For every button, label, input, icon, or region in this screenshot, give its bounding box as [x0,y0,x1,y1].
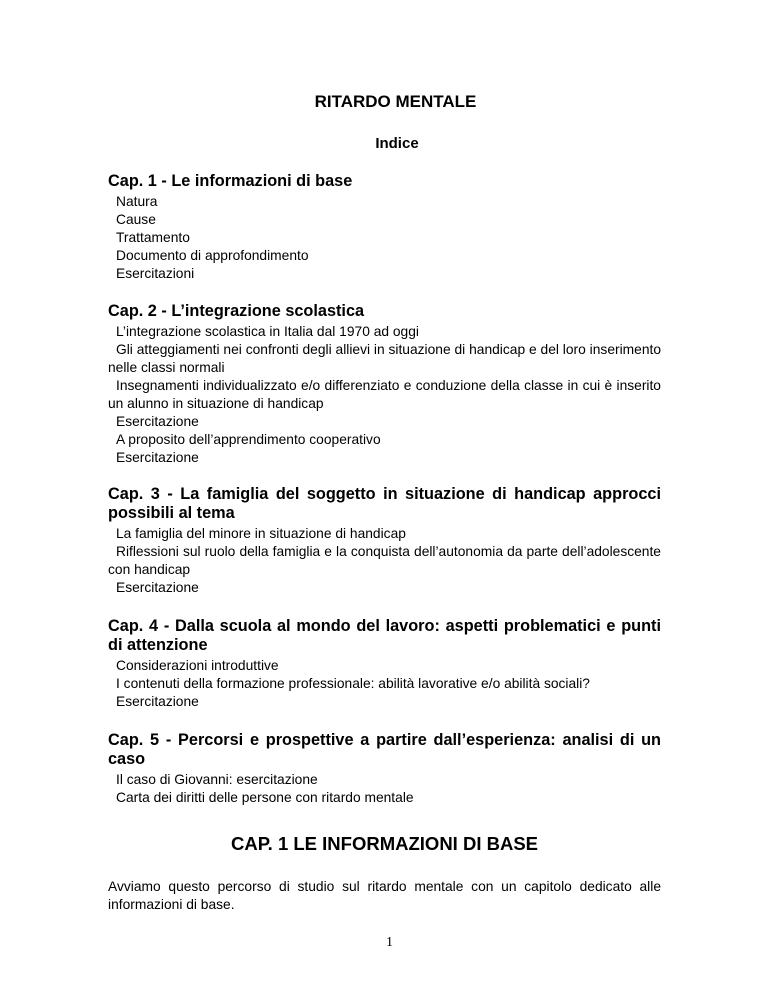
index-entry: Documento di approfondimento [116,248,309,263]
chapter-3-title: Cap. 3 - La famiglia del soggetto in situazione di handicap approcci possibili al tema [108,485,661,522]
chapter-4-title: Cap. 4 - Dalla scuola al mondo del lavoro: aspetti problematici e punti di attenzione [108,617,661,654]
index-entry: Esercitazione [116,694,199,709]
index-entry: Esercitazione [116,580,199,595]
index-entry: I contenuti della formazione professionale: abilità lavorative e/o abilità sociali? [116,676,590,691]
chapter-1 [108,172,661,283]
chapter-2 [108,302,661,467]
chapter-1-section-heading: CAP. 1 LE INFORMAZIONI DI BASE [231,833,538,854]
chapter-3-items [108,525,661,597]
chapter-5-items [108,771,661,807]
index-entry: Gli atteggiamenti nei confronti degli allievi in situazione di handicap e del loro inserimento nelle classi normali [108,342,661,375]
chapter-5 [108,731,661,807]
document-page [108,0,661,994]
index-entry: L’integrazione scolastica in Italia dal 1970 ad oggi [116,324,419,339]
index-entry: Carta dei diritti delle persone con ritardo mentale [116,790,414,805]
chapter-4 [108,617,661,711]
index-entry: Trattamento [116,230,190,245]
chapter-2-items [108,323,661,467]
index-entry: La famiglia del minore in situazione di handicap [116,526,406,541]
index-entry: Il caso di Giovanni: esercitazione [116,772,318,787]
index-entry: Considerazioni introduttive [116,658,279,673]
chapter-5-title: Cap. 5 - Percorsi e prospettive a partire dall’esperienza: analisi di un caso [108,731,661,768]
document-title: RITARDO MENTALE [314,92,477,111]
chapter-1-items [108,193,661,283]
chapter-4-items [108,657,661,711]
index-entry: Riflessioni sul ruolo della famiglia e la conquista dell’autonomia da parte dell’adolescente con handicap [108,544,661,577]
index-entry: Natura [116,194,158,209]
index-entry: Esercitazione [116,414,199,429]
index-entry: Cause [116,212,156,227]
chapter-2-title: Cap. 2 - L’integrazione scolastica [108,302,365,320]
intro-paragraph: Avviamo questo percorso di studio sul ritardo mentale con un capitolo dedicato alle informazioni di base. [108,879,661,912]
index-entry: Esercitazioni [116,266,195,281]
page-number: 1 [386,935,393,950]
chapter-3 [108,485,661,597]
index-entry: A proposito dell’apprendimento cooperativo [116,432,381,447]
index-entry: Insegnamenti individualizzato e/o differenziato e conduzione della classe in cui è inserito un alunno in situazione di handicap [108,378,661,411]
index-heading: Indice [375,135,419,152]
index-entry: Esercitazione [116,450,199,465]
chapter-1-title: Cap. 1 - Le informazioni di base [108,172,353,190]
